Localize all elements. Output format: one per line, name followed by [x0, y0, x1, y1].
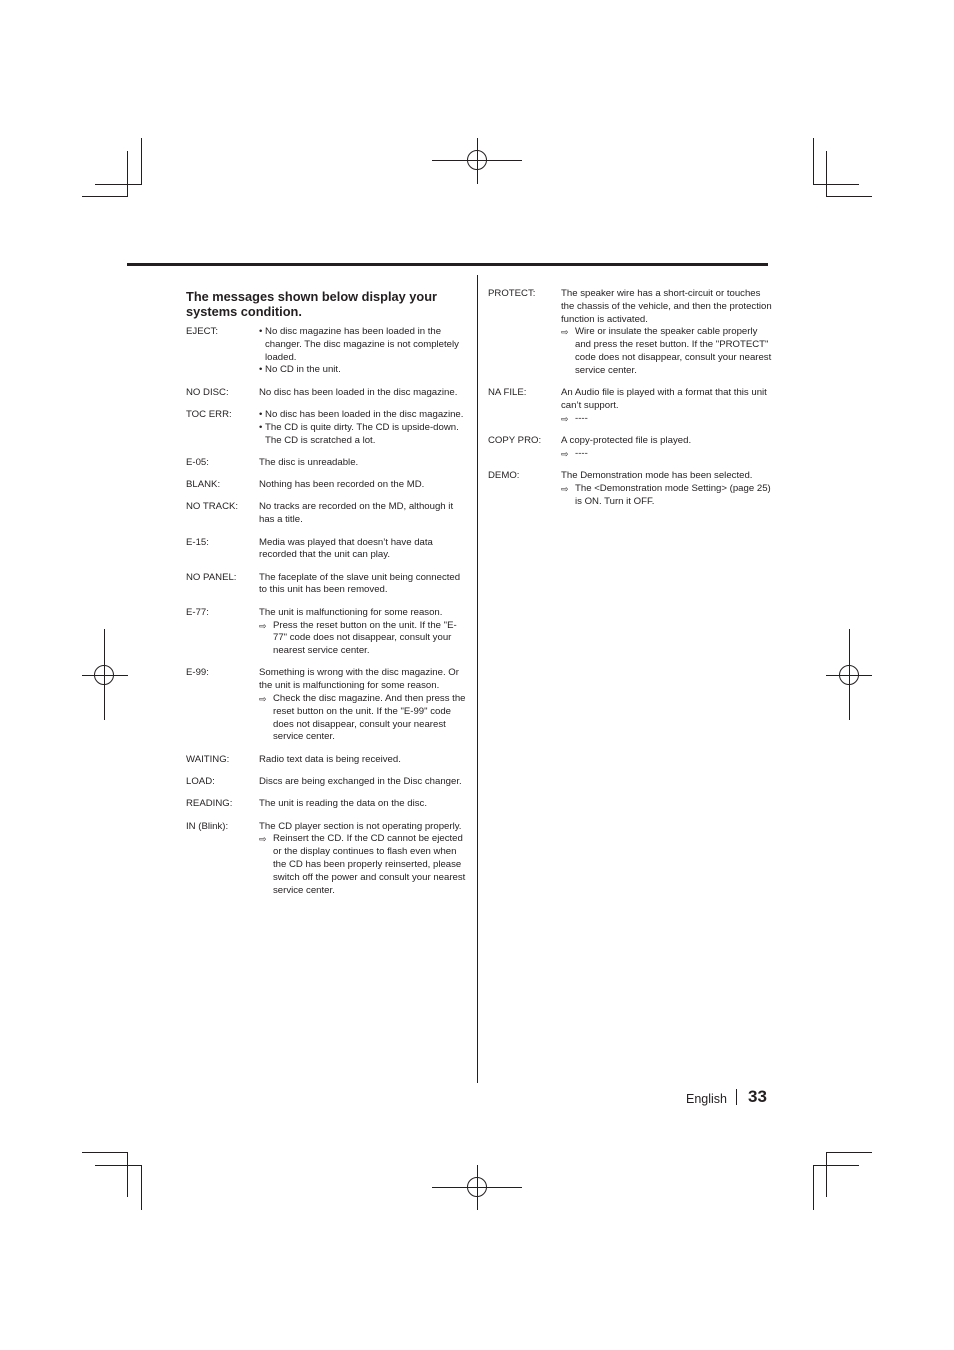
message-code: E-99:: [186, 667, 209, 679]
remedy-text-content: ----: [575, 447, 588, 459]
remedy-text: [561, 483, 773, 509]
description-text: The faceplate of the slave unit being connected to this unit has been removed.: [259, 571, 461, 596]
description-text: Discs are being exchanged in the Disc changer.: [259, 776, 462, 788]
hollow-arrow-icon: ⇨: [561, 413, 569, 424]
message-description: [259, 607, 470, 658]
description-text: Nothing has been recorded on the MD.: [259, 479, 425, 491]
message-code: E-77:: [186, 606, 209, 618]
message-code: PROTECT:: [488, 288, 536, 299]
message-code: NO PANEL:: [186, 571, 237, 583]
message-code: IN (Blink):: [186, 820, 229, 832]
message-entry: [186, 479, 470, 492]
message-entry: [186, 776, 470, 789]
message-description: [561, 387, 773, 425]
remedy-text-content: Check the disc magazine. And then press the reset button on the unit. If the "E-99" code does not disappear, consult your nearest service center.: [273, 693, 466, 743]
message-entry: [186, 754, 470, 767]
description-text: The unit is reading the data on the disc.: [259, 798, 427, 810]
remedy-text: [561, 413, 773, 426]
remedy-text: [259, 693, 470, 744]
message-code: NO DISC:: [186, 386, 229, 398]
message-code: LOAD:: [186, 776, 215, 788]
description-text: Media was played that doesn’t have data recorded that the unit can play.: [259, 536, 433, 561]
remedy-text-content: Wire or insulate the speaker cable properly and press the reset button. If the "PROTECT" code does not disappear, consult your nearest service center.: [575, 326, 772, 376]
bullet-item: • No disc has been loaded in the disc magazine.: [259, 409, 470, 422]
message-code: COPY PRO:: [488, 434, 542, 446]
description-text: Something is wrong with the disc magazine. Or the unit is malfunctioning for some reason.: [259, 667, 459, 692]
remedy-text-content: The <Demonstration mode Setting> (page 25) is ON. Turn it OFF.: [575, 482, 771, 507]
remedy-text: [561, 448, 773, 461]
description-text: The Demonstration mode has been selected.: [561, 470, 753, 482]
column-divider: [477, 275, 478, 1083]
message-description: [259, 387, 470, 400]
remedy-text-content: Reinsert the CD. If the CD cannot be ejected or the display continues to flash even when the CD has been properly reinserted, please switch off the power and consult your nearest service center.: [273, 833, 466, 896]
message-code: DEMO:: [488, 470, 520, 482]
message-code: BLANK:: [186, 479, 221, 491]
message-entry: [488, 435, 773, 461]
header-rule: [127, 263, 768, 266]
left-column: [186, 289, 470, 907]
section-heading: The messages shown below display your systems condition.: [186, 289, 438, 319]
footer-separator: [736, 1089, 737, 1105]
bullet-item: • No CD in the unit.: [259, 364, 470, 377]
message-entry: [186, 387, 470, 400]
message-entry: [186, 501, 470, 527]
message-code: EJECT:: [186, 326, 218, 337]
message-entry: [186, 821, 470, 898]
description-text: The speaker wire has a short-circuit or touches the chassis of the vehicle, and then the protection function is activated.: [561, 288, 772, 325]
description-text: The unit is malfunctioning for some reason.: [259, 606, 443, 618]
description-text: The CD player section is not operating properly.: [259, 820, 462, 832]
hollow-arrow-icon: ⇨: [561, 448, 569, 459]
message-entry: [186, 572, 470, 598]
message-entry: [488, 470, 773, 508]
message-entry: [186, 457, 470, 470]
message-description: [259, 776, 470, 789]
message-code: TOC ERR:: [186, 408, 232, 420]
message-description: [259, 667, 470, 744]
remedy-text-content: ----: [575, 412, 588, 424]
hollow-arrow-icon: ⇨: [259, 834, 267, 845]
message-description: [561, 470, 773, 508]
message-code: WAITING:: [186, 753, 230, 765]
message-description: [259, 821, 470, 898]
message-entry: [186, 667, 470, 744]
message-entry: [186, 798, 470, 811]
message-code: NO TRACK:: [186, 501, 239, 513]
right-message-list: [488, 288, 773, 508]
bullet-item: • The CD is quite dirty. The CD is upside-down. The CD is scratched a lot.: [259, 422, 470, 448]
message-entry: [186, 537, 470, 563]
message-description: [259, 754, 470, 767]
description-text: An Audio file is played with a format that this unit can’t support.: [561, 387, 767, 411]
message-description: [259, 537, 470, 563]
message-description: [259, 457, 470, 470]
footer-language: English: [686, 1092, 727, 1106]
bullet-item: • No disc magazine has been loaded in the changer. The disc magazine is not completely loaded.: [259, 326, 470, 364]
description-text: A copy-protected file is played.: [561, 434, 692, 446]
message-entry: [488, 387, 773, 425]
message-description: [259, 572, 470, 598]
message-code: E-15:: [186, 536, 209, 548]
remedy-text: [561, 326, 773, 377]
right-column: [488, 288, 773, 518]
hollow-arrow-icon: ⇨: [259, 620, 267, 631]
hollow-arrow-icon: ⇨: [561, 483, 569, 494]
remedy-text-content: Press the reset button on the unit. If the "E-77" code does not disappear, consult your nearest service center.: [273, 619, 457, 657]
message-code: E-05:: [186, 456, 209, 468]
message-description: [561, 288, 773, 378]
page-number: 33: [748, 1087, 767, 1106]
message-code: NA FILE:: [488, 387, 527, 399]
remedy-text: [259, 833, 470, 897]
message-code: READING:: [186, 798, 233, 810]
message-entry: [488, 288, 773, 378]
message-description: [561, 435, 773, 461]
message-description: [259, 409, 470, 447]
left-message-list: [186, 326, 470, 897]
remedy-text: [259, 620, 470, 658]
description-text: Radio text data is being received.: [259, 753, 401, 765]
message-description: [259, 326, 470, 377]
message-entry: [186, 326, 470, 377]
message-description: [259, 479, 470, 492]
hollow-arrow-icon: ⇨: [561, 327, 569, 338]
hollow-arrow-icon: ⇨: [259, 694, 267, 705]
description-text: The disc is unreadable.: [259, 456, 359, 468]
message-entry: [186, 607, 470, 658]
message-entry: [186, 409, 470, 447]
message-description: [259, 798, 470, 811]
description-text: No disc has been loaded in the disc magazine.: [259, 386, 458, 398]
message-description: [259, 501, 470, 527]
description-text: No tracks are recorded on the MD, although it has a title.: [259, 501, 454, 526]
